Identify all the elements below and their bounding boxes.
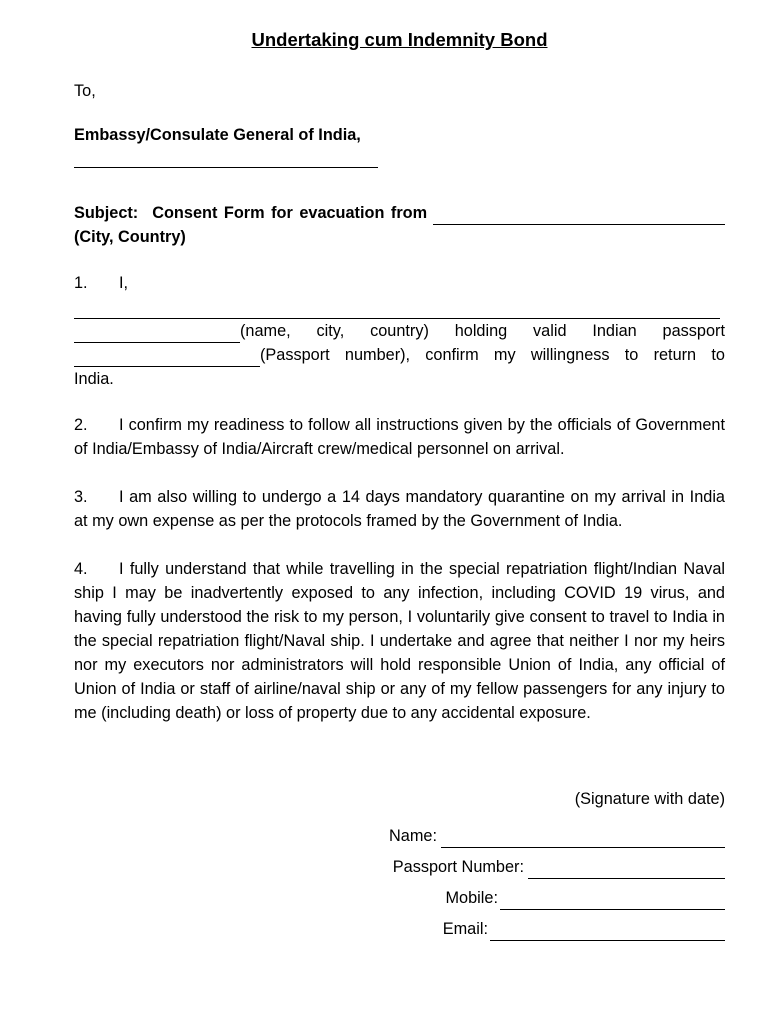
passport-row-text	[260, 343, 725, 367]
name-field[interactable]	[441, 829, 725, 848]
name-city-country-blank[interactable]	[74, 324, 240, 343]
name-label: Name:	[389, 827, 437, 845]
word: valid	[533, 322, 567, 340]
paragraph-2	[74, 413, 725, 461]
word: Indian	[592, 322, 637, 340]
word: number),	[344, 346, 411, 364]
passport-field-row	[325, 848, 725, 879]
paragraph-number: 4.	[74, 560, 88, 578]
paragraph-1-end: India.	[74, 370, 114, 388]
passport-row	[74, 343, 725, 367]
email-label: Email:	[442, 920, 488, 938]
mobile-field-row	[325, 879, 725, 910]
email-field-row	[325, 910, 725, 941]
paragraph-3-text: I am also willing to undergo a 14 days mandatory quarantine on my arrival in India at my own expense as per the protocols framed by the Government of India.	[74, 488, 725, 530]
page-title: Undertaking cum Indemnity Bond	[251, 29, 548, 50]
email-field[interactable]	[490, 922, 725, 941]
word: holding	[454, 322, 508, 340]
paragraph-2-text: I confirm my readiness to follow all instructions given by the officials of Government of India/Embassy of India/Aircraft crew/medical personnel on arrival.	[74, 416, 725, 458]
name-row-text	[240, 319, 725, 343]
mobile-field[interactable]	[500, 891, 725, 910]
signature-block	[325, 787, 725, 941]
paragraph-1-lead: I,	[119, 274, 129, 292]
name-field-row	[325, 817, 725, 848]
passport-number-field[interactable]	[528, 860, 725, 879]
evacuation-location-blank[interactable]	[433, 206, 725, 225]
paragraph-number: 3.	[74, 488, 88, 506]
paragraph-number: 1.	[74, 274, 88, 292]
word: passport	[662, 322, 725, 340]
subject-line2: (City, Country)	[74, 228, 186, 246]
word: my	[493, 346, 516, 364]
subject-label: Subject:	[74, 204, 139, 222]
salutation: To,	[74, 82, 96, 100]
addressee: Embassy/Consulate General of India,	[74, 126, 361, 144]
addressee-blank-line[interactable]	[74, 147, 378, 168]
paragraph-number: 2.	[74, 416, 88, 434]
full-name-blank[interactable]	[74, 295, 720, 319]
word: to	[711, 346, 725, 364]
word: (name,	[240, 322, 291, 340]
paragraph-3	[74, 485, 725, 533]
word: to	[624, 346, 639, 364]
paragraph-1	[74, 271, 725, 391]
mobile-label: Mobile:	[445, 889, 498, 907]
passport-label: Passport Number:	[392, 858, 524, 876]
subject-block	[74, 201, 725, 249]
passport-number-blank[interactable]	[74, 348, 260, 367]
word: willingness	[530, 346, 610, 364]
name-row	[74, 319, 725, 343]
word: return	[653, 346, 697, 364]
paragraph-4	[74, 557, 725, 725]
signature-label: (Signature with date)	[574, 790, 725, 808]
subject-text: Consent Form for evacuation from	[152, 204, 428, 222]
word: city,	[316, 322, 345, 340]
word: (Passport	[260, 346, 330, 364]
word: country)	[370, 322, 429, 340]
paragraph-4-text: I fully understand that while travelling in the special repatriation flight/Indian Naval ship I may be inadvertently exposed to any infection, including COVID 19 virus, and having fully understood the risk to my person, I voluntarily give consent to travel to India in the special repatriation flight/Naval ship. I undertake and agree that neither I nor my heirs nor my executors nor administrators will hold responsible Union of India, any official of Union of India or staff of airline/naval ship or any of my fellow passengers for any injury to me (including death) or loss of property due to any accidental exposure.	[74, 560, 725, 722]
word: confirm	[425, 346, 479, 364]
